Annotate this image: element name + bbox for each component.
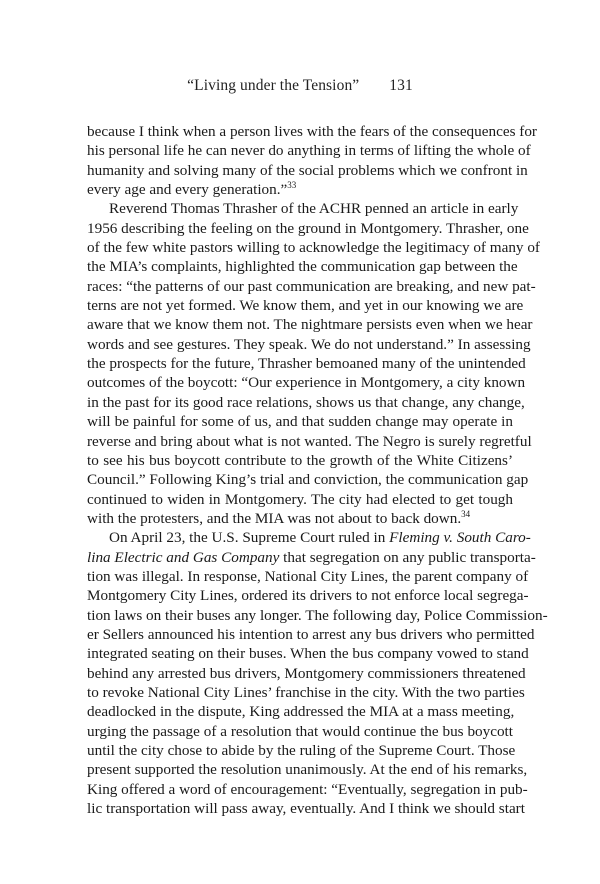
text-line: in the past for its good race relations, shows us that change, any change, bbox=[87, 393, 525, 411]
text-line: because I think when a person lives with the fears of the consequences for bbox=[87, 123, 537, 140]
text-line: Reverend Thomas Thrasher of the ACHR penned an article in early bbox=[109, 200, 519, 218]
paragraph-1 bbox=[87, 122, 537, 199]
chapter-title: “Living under the Tension” bbox=[187, 77, 360, 94]
page-number: 131 bbox=[389, 77, 413, 94]
text-line: every age and every generation.”$^{33}$ bbox=[87, 180, 297, 199]
text-line: the prospects for the future, Thrasher bemoaned many of the unintended bbox=[87, 355, 526, 373]
text-line: lic transportation will pass away, eventually. And I think we should start bbox=[87, 800, 525, 818]
text-line: races: “the patterns of our past communication are breaking, and new pat- bbox=[87, 277, 536, 295]
running-head bbox=[0, 77, 600, 95]
text-line: to revoke National City Lines’ franchise in the city. With the two parties bbox=[87, 683, 525, 701]
paragraph-3 bbox=[87, 528, 548, 818]
text-line: with the protesters, and the MIA was not about to back down.$^{34}$ bbox=[87, 508, 471, 527]
paragraph-2 bbox=[87, 199, 540, 528]
footnote-marker[interactable]: 33 bbox=[287, 180, 297, 191]
text-line: will be painful for some of us, and that sudden change may operate in bbox=[87, 413, 513, 431]
text-line: lina Electric and Gas Company that segregation on any public transporta- bbox=[87, 548, 536, 566]
case-name: Fleming v. South Caro- bbox=[389, 529, 531, 547]
footnote-marker[interactable]: 34 bbox=[461, 508, 471, 519]
text-line: to see his bus boycott contribute to the growth of the White Citizens’ bbox=[87, 451, 513, 469]
text-line: urging the passage of a resolution that would continue the bus boycott bbox=[87, 722, 513, 740]
text-line: On April 23, the U.S. Supreme Court ruled in Fleming v. South Caro- bbox=[109, 529, 531, 547]
text-line: present supported the resolution unanimously. At the end of his remarks, bbox=[87, 761, 528, 779]
text-line: King offered a word of encouragement: “Eventually, segregation in pub- bbox=[87, 780, 528, 798]
text-line: deadlocked in the dispute, King addressed the MIA at a mass meeting, bbox=[87, 703, 515, 721]
text-line: of the few white pastors willing to acknowledge the legitimacy of many of bbox=[87, 239, 540, 257]
text-line: humanity and solving many of the social problems which we confront in bbox=[87, 161, 528, 179]
text-line: words and see gestures. They speak. We do not understand.” In assessing bbox=[87, 335, 531, 353]
text-line: tion laws on their buses any longer. The following day, Police Commission- bbox=[87, 606, 548, 624]
text-line: Montgomery City Lines, ordered its drivers to not enforce local segrega- bbox=[87, 587, 529, 605]
text-line: outcomes of the boycott: “Our experience in Montgomery, a city known bbox=[87, 374, 526, 392]
text-line: integrated seating on their buses. When the bus company vowed to stand bbox=[87, 645, 529, 663]
text-line: continued to widen in Montgomery. The city had elected to get tough bbox=[87, 490, 513, 508]
text-line: 1956 describing the feeling on the ground in Montgomery. Thrasher, one bbox=[87, 219, 529, 237]
text-line: reverse and bring about what is not wanted. The Negro is surely regretful bbox=[87, 432, 532, 450]
text-line: the MIA’s complaints, highlighted the communication gap between the bbox=[87, 258, 518, 276]
text-line: terns are not yet formed. We know them, and yet in our knowing we are bbox=[87, 297, 524, 315]
text-line: er Sellers announced his intention to arrest any bus drivers who permitted bbox=[87, 625, 535, 643]
text-line: Council.” Following King’s trial and conviction, the communication gap bbox=[87, 471, 529, 489]
text-line: tion was illegal. In response, National City Lines, the parent company of bbox=[87, 567, 529, 585]
text-line: behind any arrested bus drivers, Montgomery commissioners threatened bbox=[87, 664, 526, 682]
text-line: until the city chose to abide by the ruling of the Supreme Court. Those bbox=[87, 742, 516, 759]
case-name: lina Electric and Gas Company bbox=[87, 548, 280, 566]
text-line: his personal life he can never do anything in terms of lifting the whole of bbox=[87, 142, 531, 160]
text-line: aware that we know them not. The nightmare persists even when we hear bbox=[87, 316, 533, 334]
body-text bbox=[87, 122, 548, 818]
